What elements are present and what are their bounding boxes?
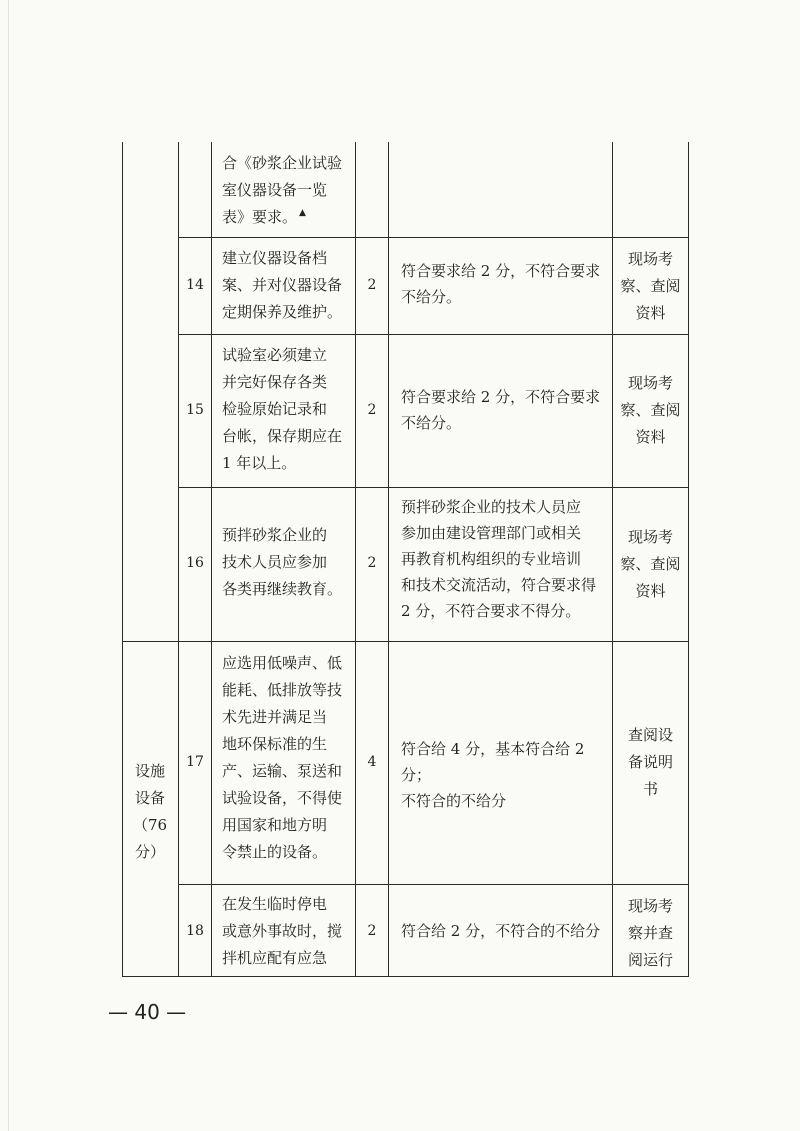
row-content-line: 预拌砂浆企业的 (222, 526, 328, 544)
row-standard-line: 不符合的不给分 (401, 792, 507, 810)
row-content (222, 342, 354, 477)
table-border-right (688, 142, 689, 977)
row-content-line: 检验原始记录和 (222, 400, 328, 418)
row-method-line: 查阅设 (627, 726, 673, 744)
row-method-line: 备说明 (627, 753, 673, 771)
row-content-line: 能耗、低排放等技 (222, 681, 343, 699)
row-content-line: 术先进并满足当 (222, 708, 328, 726)
row-separator (178, 884, 688, 885)
row-content-line: 合《砂浆企业试验 (222, 154, 343, 172)
row-method (613, 893, 688, 974)
row-method-line: 察、查阅 (620, 277, 681, 295)
row-standard-line: 再教育机构组织的专业培训 (401, 550, 582, 568)
row-content (222, 891, 354, 972)
row-standard-line: 不给分。 (401, 414, 462, 432)
row-content-line: 建立仪器设备档 (222, 249, 328, 267)
row-method-line: 现场考 (627, 897, 673, 915)
row-content-line: 拌机应配有应急 (222, 949, 328, 967)
row-content-line: 用国家和地方明 (222, 816, 328, 834)
row-content-line: 产、运输、泵送和 (222, 762, 343, 780)
row-number: 17 (186, 754, 204, 770)
category-line: 设备 (134, 789, 165, 807)
table-divider (211, 142, 212, 977)
table-divider (388, 142, 389, 977)
row-method-line: 现场考 (627, 374, 673, 392)
row-standard (401, 918, 611, 944)
category-cell (122, 758, 178, 866)
category-line: （76 (132, 816, 168, 834)
key-item-mark: ▲ (299, 208, 306, 218)
row-content-line: 案、并对仪器设备 (222, 276, 343, 294)
category-line: 设施 (134, 762, 165, 780)
row-content-line: 1 年以上。 (222, 454, 297, 472)
row-standard-line: 参加由建设管理部门或相关 (401, 524, 582, 542)
row-content-line: 表》要求。 (222, 208, 298, 226)
row-method (613, 246, 688, 327)
row-method-line: 察、查阅 (620, 555, 681, 573)
row-content-line: 在发生临时停电 (222, 895, 328, 913)
row-number: 14 (186, 277, 204, 293)
row-content-line: 应选用低噪声、低 (222, 654, 343, 672)
row-standard-line: 不给分。 (401, 288, 462, 306)
row-score: 2 (367, 277, 377, 293)
row-method-line: 资料 (635, 582, 666, 600)
row-content-line: 技术人员应参加 (222, 553, 328, 571)
row-standard-line: 2 分，不符合要求不得分。 (401, 602, 581, 620)
row-standard-line: 预拌砂浆企业的技术人员应 (401, 498, 582, 516)
row-method-line: 资料 (635, 304, 666, 322)
row-method-line: 察、查阅 (620, 401, 681, 419)
row-content-line: 台帐，保存期应在 (222, 427, 343, 445)
row-method (613, 524, 688, 605)
row-content-line: 室仪器设备一览 (222, 181, 328, 199)
table-row (222, 150, 354, 231)
row-score: 2 (367, 402, 377, 418)
row-content-line: 试验室必须建立 (222, 346, 328, 364)
row-standard (401, 736, 611, 814)
row-content-line: 各类再继续教育。 (222, 580, 343, 598)
row-score: 2 (367, 555, 377, 571)
table-border-bottom (122, 976, 688, 977)
row-content-line: 并完好保存各类 (222, 373, 328, 391)
row-number: 16 (186, 555, 204, 571)
row-standard (401, 384, 611, 436)
row-method-line: 资料 (635, 428, 666, 446)
page-number: — 40 — (108, 1000, 187, 1024)
category-line: 分） (134, 843, 165, 861)
row-separator (122, 641, 688, 642)
row-content (222, 245, 354, 326)
row-score: 2 (367, 923, 377, 939)
row-separator (178, 334, 688, 335)
row-standard-line: 符合要求给 2 分，不符合要求 (401, 262, 601, 280)
row-separator (178, 487, 688, 488)
row-separator (178, 237, 688, 238)
row-content-line: 或意外事故时，搅 (222, 922, 343, 940)
row-content-line: 定期保养及维护。 (222, 303, 343, 321)
row-content (222, 650, 354, 866)
row-method (613, 370, 688, 451)
row-content-line: 试验设备，不得使 (222, 789, 343, 807)
row-number: 15 (186, 402, 204, 418)
row-standard-line: 符合给 2 分，不符合的不给分 (401, 922, 601, 940)
row-content-line: 令禁止的设备。 (222, 843, 328, 861)
row-method-line: 现场考 (627, 250, 673, 268)
row-content-line: 地环保标准的生 (222, 735, 328, 753)
row-score: 4 (367, 754, 377, 770)
row-method-line: 现场考 (627, 528, 673, 546)
row-standard (401, 258, 611, 310)
row-method-line: 阅运行 (627, 951, 673, 969)
row-number: 18 (186, 923, 204, 939)
row-method (613, 722, 688, 803)
row-standard-line: 和技术交流活动，符合要求得 (401, 576, 597, 594)
row-standard-line: 符合要求给 2 分，不符合要求 (401, 388, 601, 406)
row-content (222, 522, 354, 603)
row-standard-line: 符合给 4 分，基本符合给 2 分； (401, 740, 585, 784)
row-method-line: 书 (642, 780, 658, 798)
row-method-line: 察并查 (627, 924, 673, 942)
row-standard (401, 494, 611, 624)
